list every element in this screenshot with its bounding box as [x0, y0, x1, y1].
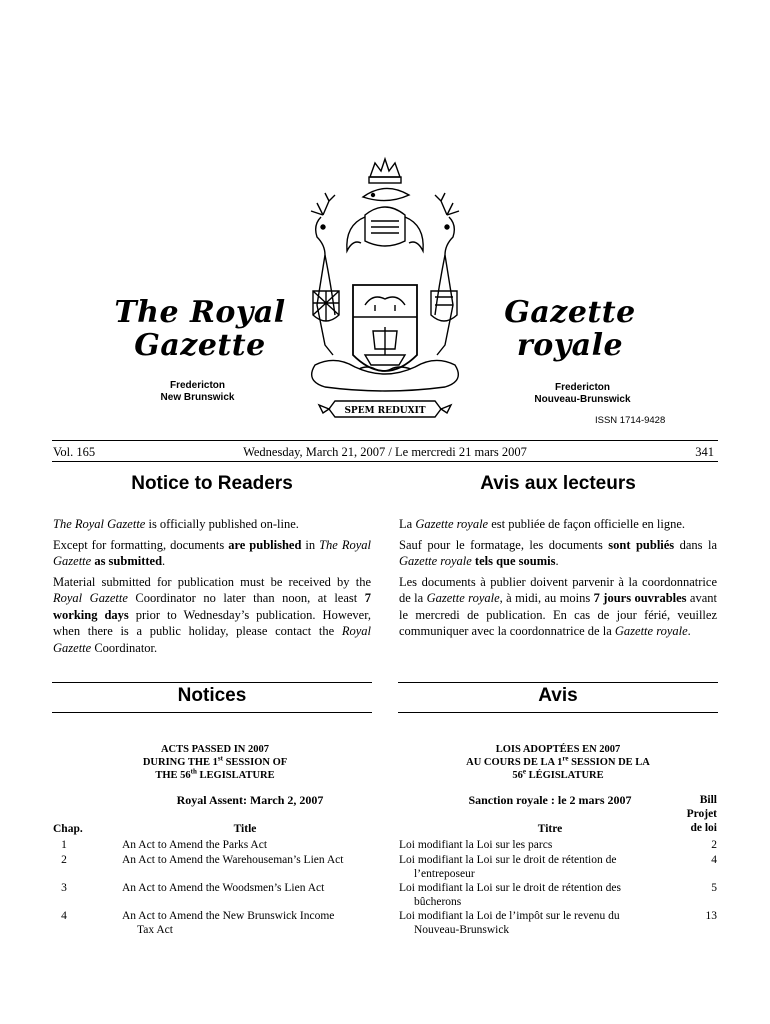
dateline-top-rule — [52, 440, 718, 441]
text: Coordinator. — [91, 640, 158, 655]
act-title-fr-continued: bûcherons — [414, 896, 462, 908]
text-italic: Gazette royale — [614, 624, 688, 638]
text: est publiée de façon officielle en ligne. — [488, 517, 686, 531]
masthead-title-fr-line2: royale — [516, 328, 624, 363]
notice-fr-paragraph-1 — [399, 516, 717, 533]
text: SESSION DE LA — [568, 757, 650, 768]
superscript: th — [190, 767, 197, 776]
masthead-location-en — [130, 380, 265, 404]
text: THE 56 — [155, 770, 191, 781]
text-bold: as submitted — [94, 554, 163, 568]
notice-body-fr — [399, 516, 717, 644]
table-row — [0, 838, 770, 852]
chapter-number: 2 — [61, 854, 67, 866]
table-row — [0, 853, 770, 881]
royal-assent-en: Royal Assent: March 2, 2007 — [176, 793, 324, 807]
text: Coordinator no later than noon, at least — [127, 591, 365, 605]
act-title-fr: Loi modifiant la Loi de l’impôt sur le revenu du — [399, 910, 620, 922]
notice-body-en — [53, 516, 371, 660]
text-italic: The Royal Gazette — [53, 537, 371, 568]
masthead-location-fr — [515, 382, 650, 406]
coat-of-arms-emblem — [295, 155, 475, 423]
acts-heading-fr-line1: LOIS ADOPTÉES EN 2007 — [495, 744, 621, 755]
notices-heading-fr: Avis — [538, 685, 578, 706]
text: DURING THE 1 — [142, 757, 218, 768]
text-italic: Gazette royale — [426, 591, 500, 605]
chapter-number: 3 — [61, 882, 67, 894]
text: is officially published on-line. — [145, 517, 299, 531]
text-italic: Royal Gazette — [53, 624, 371, 655]
text-bold: tels que soumis — [474, 554, 556, 568]
text-bold: 7 working days — [53, 591, 372, 622]
column-header-bill-line2: Projet — [686, 808, 717, 820]
volume-label: Vol. 165 — [53, 445, 96, 459]
acts-heading-en — [100, 743, 330, 782]
issue-date: Wednesday, March 21, 2007 / Le mercredi 21 mars 2007 — [243, 445, 527, 459]
masthead-title-en-line2: Gazette — [134, 328, 266, 363]
notice-heading-en: Notice to Readers — [131, 473, 293, 494]
masthead-title-fr — [490, 296, 650, 362]
page-number: 341 — [695, 445, 714, 459]
superscript: e — [522, 767, 526, 776]
act-title-en: An Act to Amend the Warehouseman’s Lien Act — [122, 854, 344, 866]
text-italic: Gazette royale — [399, 554, 472, 568]
chapter-number: 4 — [61, 910, 67, 922]
text-bold: are published — [228, 537, 302, 552]
bill-number: 2 — [711, 839, 717, 851]
act-title-en-continued: Tax Act — [137, 924, 173, 936]
text-italic: Gazette royale — [415, 517, 489, 531]
text-italic: Royal Gazette — [53, 591, 128, 605]
table-row — [0, 881, 770, 909]
text: , à midi, au moins — [499, 591, 594, 605]
text: Les documents à publier doivent parvenir à la coordonnatrice de la — [399, 574, 717, 605]
act-title-fr: Loi modifiant la Loi sur les parcs — [399, 839, 553, 851]
act-title-fr: Loi modifiant la Loi sur le droit de rétention de — [399, 854, 617, 866]
notice-heading-fr: Avis aux lecteurs — [480, 473, 636, 494]
text: prior to Wednesday’s publication. However, when there is a public holiday, please contact the — [53, 607, 371, 638]
motto-text: SPEM REDUXIT — [344, 406, 426, 416]
table-row — [0, 909, 770, 937]
column-header-chap: Chap. — [53, 823, 83, 835]
notice-fr-paragraph-2 — [399, 537, 717, 570]
text: in — [301, 537, 320, 552]
notice-en-paragraph-2 — [53, 537, 371, 570]
text: avant le mercredi de publication. En cas de jour férié, veuillez communiquer avec la coordonnatrice de la — [399, 591, 717, 638]
masthead-province-en: New Brunswick — [160, 392, 235, 403]
acts-heading-en-line3 — [100, 769, 330, 782]
act-title-en: An Act to Amend the Woodsmen’s Lien Act — [122, 882, 325, 894]
masthead-city-fr: Fredericton — [554, 382, 610, 393]
superscript: st — [217, 754, 223, 763]
acts-heading-en-line1: ACTS PASSED IN 2007 — [160, 744, 270, 755]
masthead-city-en: Fredericton — [169, 380, 225, 391]
column-header-bill — [650, 793, 717, 835]
notices-bottom-rule — [52, 712, 372, 713]
masthead-title-en — [110, 296, 290, 362]
text-italic: The Royal Gazette — [53, 517, 146, 531]
text: La — [399, 517, 416, 531]
notices-heading-en: Notices — [177, 685, 247, 706]
avis-bottom-rule — [398, 712, 718, 713]
text: AU COURS DE LA 1 — [466, 757, 563, 768]
column-header-title-en: Title — [233, 823, 257, 835]
text: Sauf pour le formatage, les documents — [399, 537, 609, 552]
act-title-en: An Act to Amend the New Brunswick Income — [122, 910, 335, 922]
masthead-title-fr-line1: Gazette — [504, 295, 636, 330]
text: . — [687, 624, 691, 638]
notice-en-paragraph-3 — [53, 574, 371, 657]
masthead-province-fr: Nouveau-Brunswick — [534, 394, 631, 405]
acts-heading-fr-line2 — [438, 756, 678, 769]
issn-number: ISSN 1714-9428 — [595, 415, 666, 426]
acts-heading-fr-line3 — [438, 769, 678, 782]
text: Material submitted for publication must be received by the — [53, 574, 371, 589]
text: LEGISLATURE — [196, 770, 275, 781]
notice-fr-paragraph-3 — [399, 574, 717, 640]
column-header-bill-line3: de loi — [690, 822, 717, 834]
column-header-title-fr: Titre — [537, 823, 563, 835]
avis-top-rule — [398, 682, 718, 683]
text: . — [162, 554, 166, 568]
text: . — [555, 554, 559, 568]
royal-assent-fr: Sanction royale : le 2 mars 2007 — [468, 793, 632, 807]
text-bold: sont publiés — [608, 537, 675, 552]
acts-heading-en-line2 — [100, 756, 330, 769]
bill-number: 5 — [711, 882, 717, 894]
notice-en-paragraph-1 — [53, 516, 371, 533]
acts-heading-fr — [438, 743, 678, 782]
column-header-bill-line1: Bill — [699, 794, 717, 806]
act-title-fr-continued: Nouveau-Brunswick — [414, 924, 510, 936]
text: dans la — [674, 537, 717, 552]
masthead-title-en-line1: The Royal — [114, 295, 286, 330]
bill-number: 4 — [711, 854, 717, 866]
text: Except for formatting, documents — [53, 537, 229, 552]
text: 56 — [512, 770, 523, 781]
notices-top-rule — [52, 682, 372, 683]
text-bold: 7 jours ouvrables — [593, 591, 687, 605]
dateline-bottom-rule — [52, 461, 718, 462]
bill-number: 13 — [705, 910, 717, 922]
act-title-fr-continued: l’entreposeur — [414, 868, 475, 880]
superscript: re — [562, 754, 569, 763]
text: LÉGISLATURE — [525, 770, 604, 781]
act-title-fr: Loi modifiant la Loi sur le droit de rétention des — [399, 882, 621, 894]
text: SESSION OF — [222, 757, 288, 768]
act-title-en: An Act to Amend the Parks Act — [122, 839, 268, 851]
chapter-number: 1 — [61, 839, 67, 851]
